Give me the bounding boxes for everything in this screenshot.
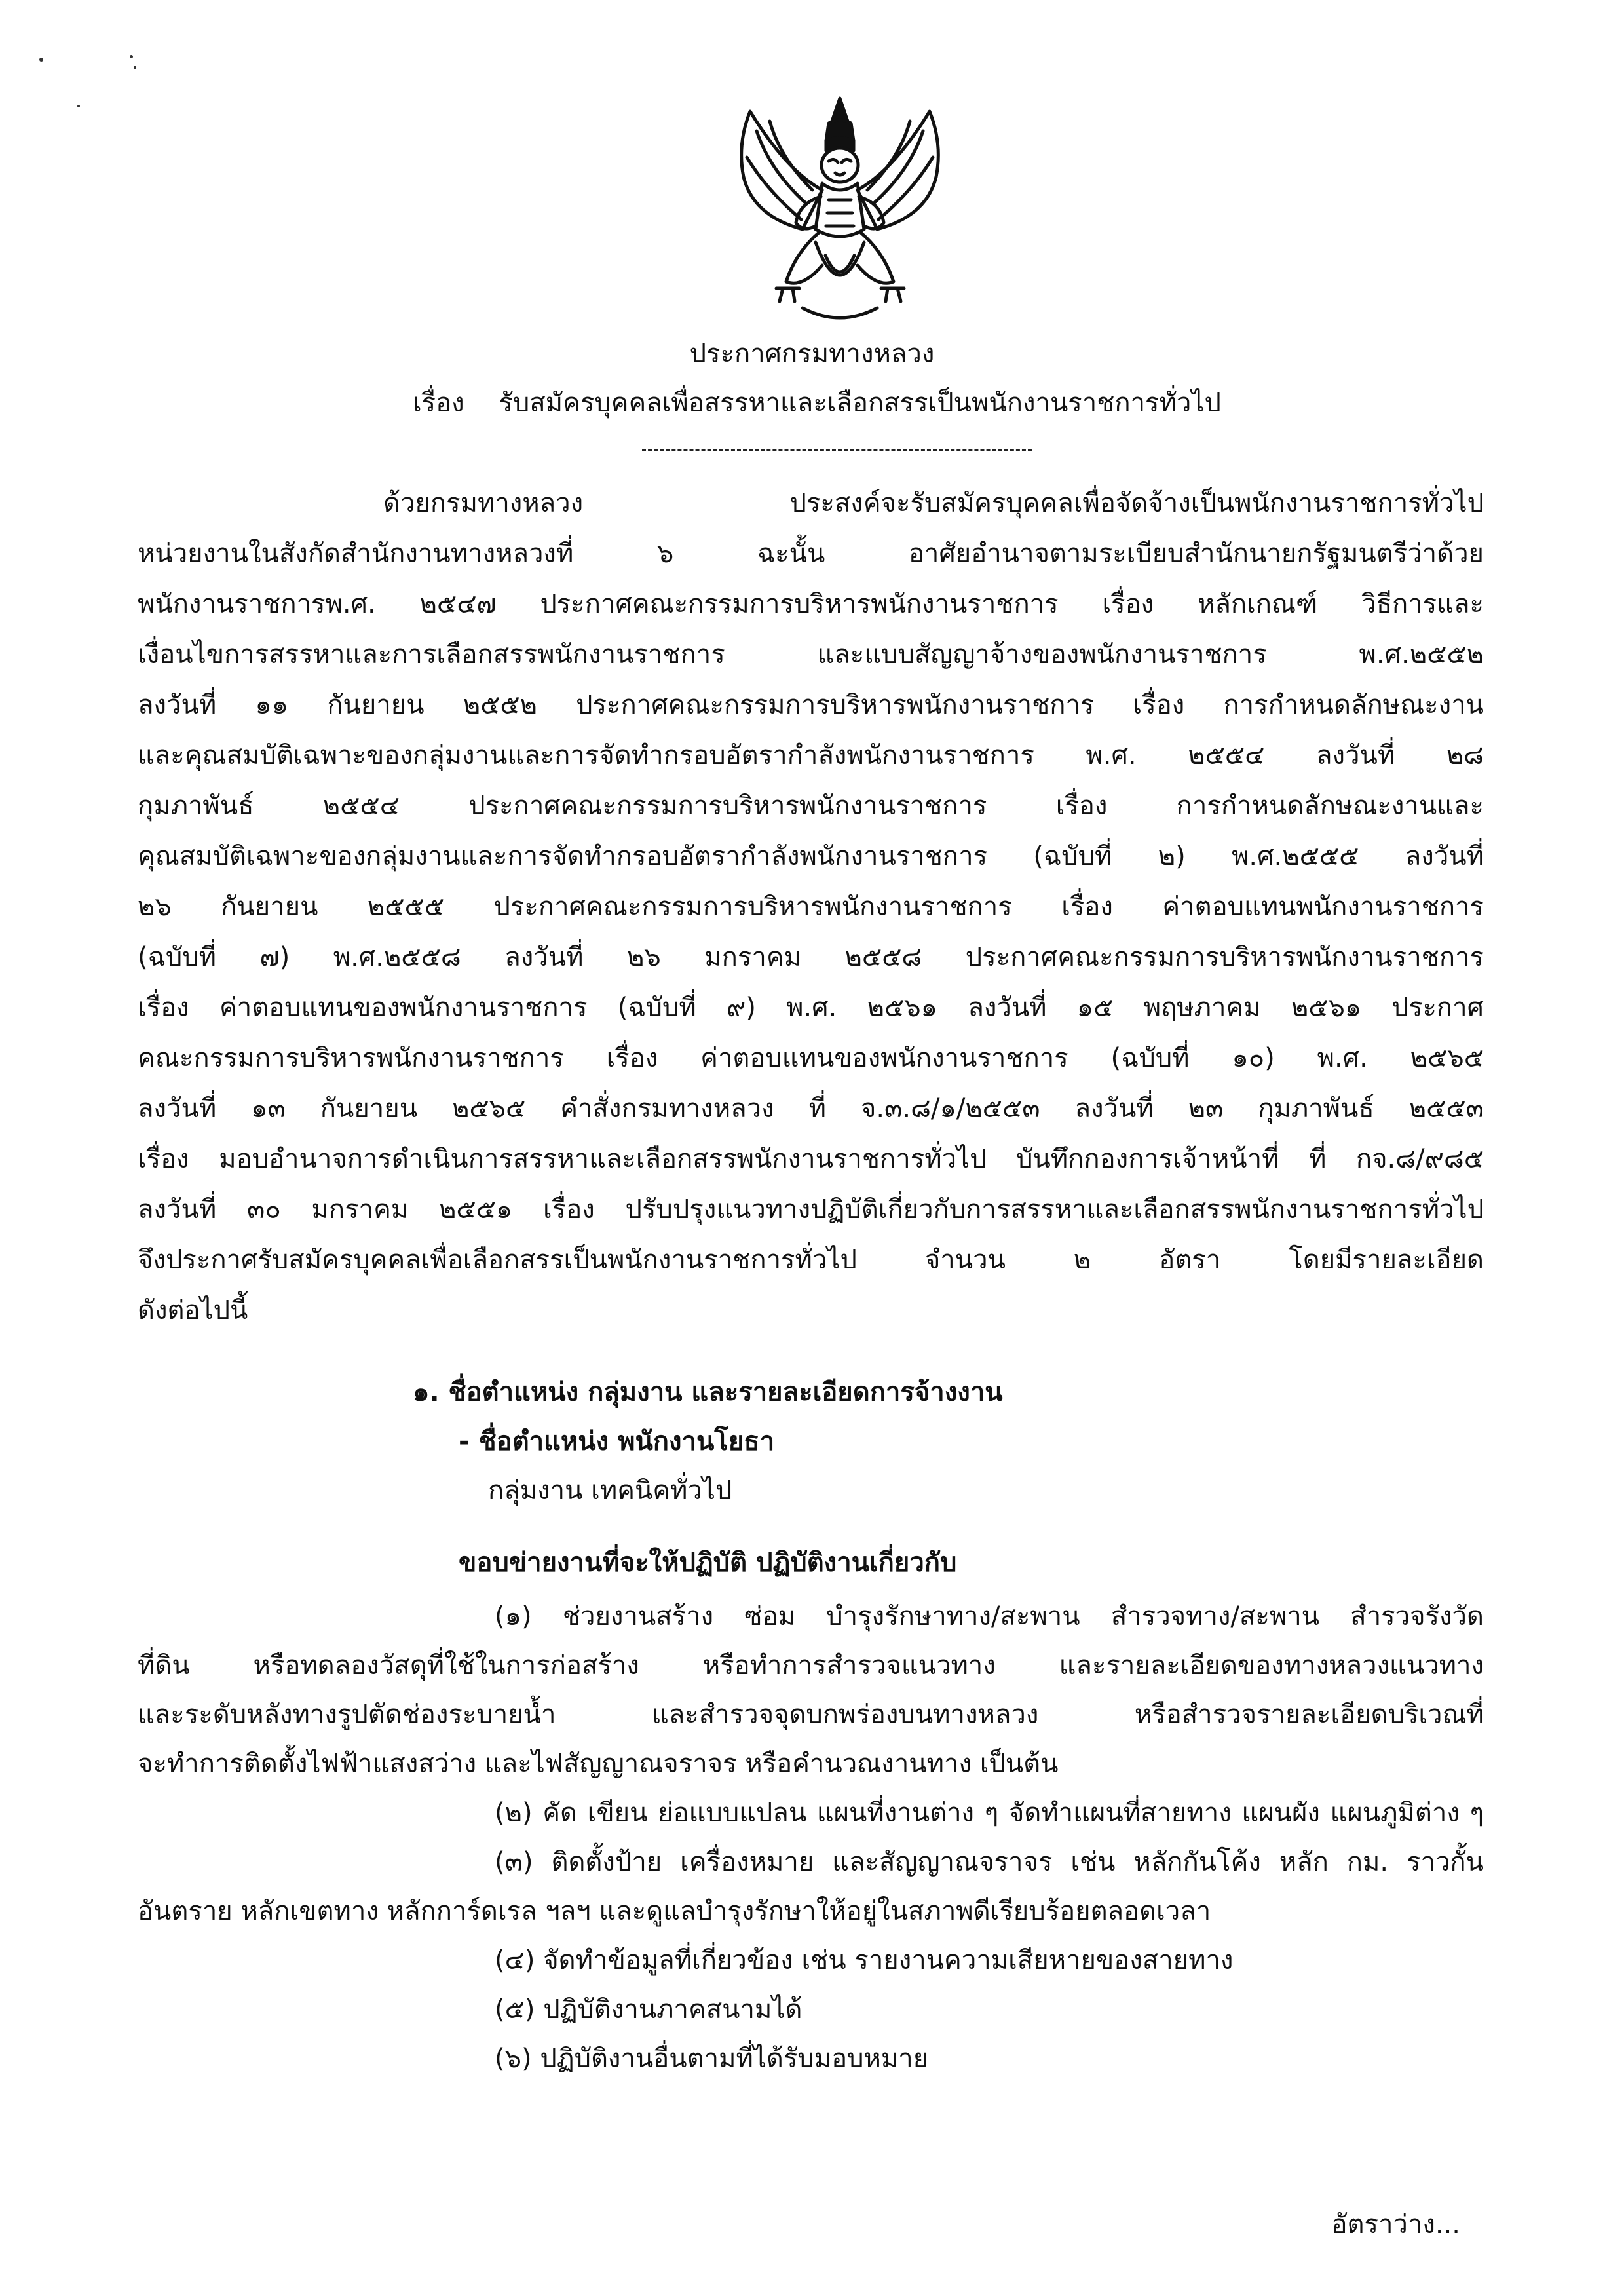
garuda-emblem	[724, 92, 956, 334]
body-line: ด้วยกรมทางหลวง ประสงค์จะรับสมัครบุคคลเพื่อจัดจ้างเป็นพนักงานราชการทั่วไป	[383, 488, 1484, 518]
body-line: (ฉบับที่ ๗) พ.ศ.๒๕๕๘ ลงวันที่ ๒๖ มกราคม ๒๕๕๘ ประกาศคณะกรรมการบริหารพนักงานราชการ	[138, 942, 1484, 972]
duty-line: (๕) ปฏิบัติงานภาคสนามได้	[495, 1994, 803, 2025]
duty-line: (๓) ติดตั้งป้าย เครื่องหมาย และสัญญาณจราจร เช่น หลักกันโค้ง หลัก กม. ราวกั้น	[495, 1847, 1484, 1877]
body-line: ดังต่อไปนี้	[138, 1295, 248, 1325]
announcement-title: ประกาศกรมทางหลวง	[689, 339, 935, 369]
body-line: กุมภาพันธ์ ๒๕๕๔ ประกาศคณะกรรมการบริหารพนักงานราชการ เรื่อง การกำหนดลักษณะงานและ	[138, 791, 1484, 821]
body-line: เรื่อง ค่าตอบแทนของพนักงานราชการ (ฉบับที่ ๙) พ.ศ. ๒๕๖๑ ลงวันที่ ๑๕ พฤษภาคม ๒๕๖๑ ประกาศ	[138, 993, 1484, 1023]
body-line: ลงวันที่ ๑๓ กันยายน ๒๕๖๕ คำสั่งกรมทางหลวง ที่ จ.๓.๘/๑/๒๕๕๓ ลงวันที่ ๒๓ กุมภาพันธ์ ๒๕๕๓	[138, 1094, 1484, 1124]
duties-heading: ขอบข่ายงานที่จะให้ปฏิบัติ ปฏิบัติงานเกี่ยวกับ	[459, 1548, 957, 1578]
duties-list	[138, 1592, 1484, 2084]
duty-line: อันตราย หลักเขตทาง หลักการ์ดเรล ฯลฯ และดูแลบำรุงรักษาให้อยู่ในสภาพดีเรียบร้อยตลอดเวลา	[138, 1896, 1211, 1926]
position-name: - ชื่อตำแหน่ง พนักงานโยธา	[459, 1426, 775, 1457]
scan-speck	[134, 66, 136, 69]
body-line: และคุณสมบัติเฉพาะของกลุ่มงานและการจัดทำกรอบอัตรากำลังพนักงานราชการ พ.ศ. ๒๕๕๔ ลงวันที่ ๒๘	[138, 740, 1484, 771]
body-line: ๒๖ กันยายน ๒๕๕๕ ประกาศคณะกรรมการบริหารพนักงานราชการ เรื่อง ค่าตอบแทนพนักงานราชการ	[138, 892, 1484, 922]
body-line: หน่วยงานในสังกัดสำนักงานทางหลวงที่ ๖ ฉะนั้น อาศัยอำนาจตามระเบียบสำนักนายกรัฐมนตรีว่าด้วย	[138, 539, 1484, 569]
subject-text: รับสมัครบุคคลเพื่อสรรหาและเลือกสรรเป็นพนักงานราชการทั่วไป	[499, 388, 1221, 418]
scan-speck	[130, 55, 133, 58]
subject-line	[413, 383, 1221, 423]
body-paragraph	[138, 478, 1484, 1336]
subject-label: เรื่อง	[413, 388, 464, 418]
continued-marker: อัตราว่าง...	[1331, 2209, 1460, 2240]
header-divider	[642, 449, 1032, 451]
duty-line: (๑) ช่วยงานสร้าง ซ่อม บำรุงรักษาทาง/สะพาน สำรวจทาง/สะพาน สำรวจรังวัด	[495, 1601, 1484, 1631]
duty-line: ที่ดิน หรือทดลองวัสดุที่ใช้ในการก่อสร้าง หรือทำการสำรวจแนวทาง และรายละเอียดของทางหลวงแนวทาง	[138, 1650, 1484, 1681]
position-group: กลุ่มงาน เทคนิคทั่วไป	[488, 1476, 732, 1506]
body-line: คณะกรรมการบริหารพนักงานราชการ เรื่อง ค่าตอบแทนของพนักงานราชการ (ฉบับที่ ๑๐) พ.ศ. ๒๕๖๕	[138, 1043, 1484, 1073]
scan-speck	[77, 105, 80, 107]
body-line: ลงวันที่ ๓๐ มกราคม ๒๕๕๑ เรื่อง ปรับปรุงแนวทางปฏิบัติเกี่ยวกับการสรรหาและเลือกสรรพนักงานราชการทั่วไป	[138, 1194, 1484, 1225]
scan-speck	[39, 58, 43, 62]
body-line: พนักงานราชการพ.ศ. ๒๕๔๗ ประกาศคณะกรรมการบริหารพนักงานราชการ เรื่อง หลักเกณฑ์ วิธีการและ	[138, 589, 1484, 619]
duty-line: และระดับหลังทางรูปตัดช่องระบายน้ำ และสำรวจจุดบกพร่องบนทางหลวง หรือสำรวจรายละเอียดบริเวณที่	[138, 1700, 1484, 1730]
body-line: จึงประกาศรับสมัครบุคคลเพื่อเลือกสรรเป็นพนักงานราชการทั่วไป จำนวน ๒ อัตรา โดยมีรายละเอียด	[138, 1245, 1484, 1275]
duty-line: (๔) จัดทำข้อมูลที่เกี่ยวข้อง เช่น รายงานความเสียหายของสายทาง	[495, 1945, 1234, 1975]
body-line: คุณสมบัติเฉพาะของกลุ่มงานและการจัดทำกรอบอัตรากำลังพนักงานราชการ (ฉบับที่ ๒) พ.ศ.๒๕๕๕ ลงวันที่	[138, 841, 1484, 871]
duty-line: (๖) ปฏิบัติงานอื่นตามที่ได้รับมอบหมาย	[495, 2044, 929, 2074]
duty-line: (๒) คัด เขียน ย่อแบบแปลน แผนที่งานต่าง ๆ จัดทำแผนที่สายทาง แผนผัง แผนภูมิต่าง ๆ	[495, 1798, 1484, 1828]
section-heading: ๑. ชื่อตำแหน่ง กลุ่มงาน และรายละเอียดการจ้างงาน	[413, 1377, 1003, 1407]
duty-line: จะทำการติดตั้งไฟฟ้าแสงสว่าง และไฟสัญญาณจราจร หรือคำนวณงานทาง เป็นต้น	[138, 1749, 1059, 1779]
body-line: เรื่อง มอบอำนาจการดำเนินการสรรหาและเลือกสรรพนักงานราชการทั่วไป บันทึกกองการเจ้าหน้าที่ ที่ กจ.๘/๙๘๕	[138, 1144, 1484, 1174]
body-line: ลงวันที่ ๑๑ กันยายน ๒๕๕๒ ประกาศคณะกรรมการบริหารพนักงานราชการ เรื่อง การกำหนดลักษณะงาน	[138, 690, 1484, 720]
body-line: เงื่อนไขการสรรหาและการเลือกสรรพนักงานราชการ และแบบสัญญาจ้างของพนักงานราชการ พ.ศ.๒๕๕๒	[138, 639, 1484, 670]
